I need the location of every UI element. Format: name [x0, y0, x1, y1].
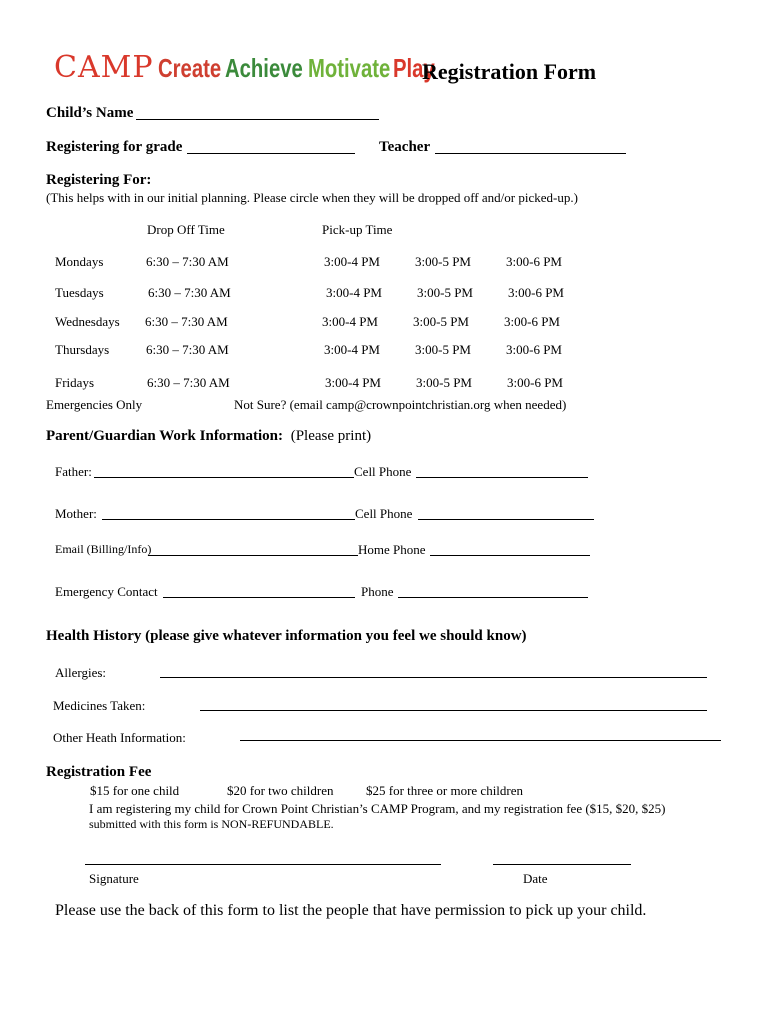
parent-heading-note: (Please print) [290, 428, 372, 444]
fee-three-children: $25 for three or more children [366, 783, 524, 798]
father-field[interactable] [94, 464, 354, 478]
camp-logo [54, 50, 447, 90]
pickup-4pm-friday[interactable]: 3:00-4 PM [325, 375, 381, 390]
father-cell-field[interactable] [416, 464, 588, 478]
father-label: Father: [55, 464, 92, 479]
fee-statement-line2: submitted with this form is NON-REFUNDABLE. [89, 817, 334, 831]
drop-time-thursday[interactable]: 6:30 – 7:30 AM [146, 342, 229, 357]
father-cell-label: Cell Phone [354, 464, 412, 479]
logo-camp: CAMP [54, 50, 154, 85]
pickup-6pm-friday[interactable]: 3:00-6 PM [507, 375, 563, 390]
pickup-header: Pick-up Time [322, 222, 393, 237]
day-thursday: Thursdays [55, 342, 110, 357]
child-name-field[interactable] [136, 106, 379, 120]
logo-play: Play [393, 53, 436, 83]
parent-heading: Parent/Guardian Work Information: [46, 428, 283, 444]
date-line[interactable] [493, 864, 631, 865]
emergency-contact-label: Emergency Contact [55, 584, 158, 599]
fee-statement-line1: I am registering my child for Crown Point Christian’s CAMP Program, and my registration fee ($15, $20, $25) [89, 801, 666, 816]
pickup-4pm-thursday[interactable]: 3:00-4 PM [324, 342, 380, 357]
parent-heading-row [46, 428, 371, 445]
day-tuesday: Tuesdays [55, 285, 104, 300]
footer-note: Please use the back of this form to list the people that have permission to pick up your child. [55, 902, 647, 919]
logo-create: Create [157, 53, 222, 83]
day-monday: Mondays [55, 254, 104, 269]
emergency-contact-field[interactable] [163, 584, 355, 598]
pickup-6pm-monday[interactable]: 3:00-6 PM [506, 254, 562, 269]
date-label: Date [523, 871, 548, 886]
fee-two-children: $20 for two children [227, 783, 334, 798]
other-health-field[interactable] [240, 727, 721, 741]
email-label: Email (Billing/Info) [55, 542, 152, 556]
pickup-6pm-thursday[interactable]: 3:00-6 PM [506, 342, 562, 357]
pickup-4pm-monday[interactable]: 3:00-4 PM [324, 254, 380, 269]
drop-time-monday[interactable]: 6:30 – 7:30 AM [146, 254, 229, 269]
day-friday: Fridays [55, 375, 94, 390]
registering-for-note: (This helps with in our initial planning. Please circle when they will be dropped off and/or picked-up.) [46, 190, 578, 205]
logo-achieve: Achieve [225, 53, 304, 83]
fee-one-child: $15 for one child [90, 783, 180, 798]
not-sure-option[interactable]: Not Sure? (email camp@crownpointchristian.org when needed) [234, 397, 567, 412]
signature-label: Signature [89, 871, 139, 886]
pickup-5pm-friday[interactable]: 3:00-5 PM [416, 375, 472, 390]
registering-for-heading: Registering For: [46, 172, 152, 188]
pickup-4pm-tuesday[interactable]: 3:00-4 PM [326, 285, 382, 300]
medicines-label: Medicines Taken: [53, 698, 146, 713]
pickup-5pm-wednesday[interactable]: 3:00-5 PM [413, 314, 469, 329]
child-name-label: Child’s Name [46, 105, 134, 121]
pickup-4pm-wednesday[interactable]: 3:00-4 PM [322, 314, 378, 329]
mother-cell-field[interactable] [418, 506, 594, 520]
home-phone-label: Home Phone [358, 542, 426, 557]
mother-cell-label: Cell Phone [355, 506, 413, 521]
health-heading: Health History (please give whatever information you feel we should know) [46, 628, 527, 644]
logo-motivate: Motivate [307, 53, 390, 83]
pickup-6pm-tuesday[interactable]: 3:00-6 PM [508, 285, 564, 300]
emergencies-only-option[interactable]: Emergencies Only [46, 397, 143, 412]
grade-field[interactable] [187, 140, 355, 154]
email-field[interactable] [148, 542, 358, 556]
pickup-6pm-wednesday[interactable]: 3:00-6 PM [504, 314, 560, 329]
drop-off-header: Drop Off Time [147, 222, 225, 237]
medicines-field[interactable] [200, 697, 707, 711]
allergies-label: Allergies: [55, 665, 107, 680]
signature-line[interactable] [85, 864, 441, 865]
drop-time-tuesday[interactable]: 6:30 – 7:30 AM [148, 285, 231, 300]
grade-label: Registering for grade [46, 139, 183, 155]
emergency-phone-field[interactable] [398, 584, 588, 598]
fee-heading: Registration Fee [46, 764, 152, 780]
day-wednesday: Wednesdays [55, 314, 120, 329]
teacher-field[interactable] [435, 140, 626, 154]
teacher-label: Teacher [379, 139, 431, 155]
page-title: Registration Form [422, 59, 597, 84]
home-phone-field[interactable] [430, 542, 590, 556]
pickup-5pm-thursday[interactable]: 3:00-5 PM [415, 342, 471, 357]
pickup-5pm-monday[interactable]: 3:00-5 PM [415, 254, 471, 269]
mother-label: Mother: [55, 506, 97, 521]
mother-field[interactable] [102, 506, 355, 520]
emergency-phone-label: Phone [361, 584, 394, 599]
drop-time-wednesday[interactable]: 6:30 – 7:30 AM [145, 314, 228, 329]
pickup-5pm-tuesday[interactable]: 3:00-5 PM [417, 285, 473, 300]
other-health-label: Other Heath Information: [53, 730, 186, 745]
allergies-field[interactable] [160, 664, 707, 678]
drop-time-friday[interactable]: 6:30 – 7:30 AM [147, 375, 230, 390]
